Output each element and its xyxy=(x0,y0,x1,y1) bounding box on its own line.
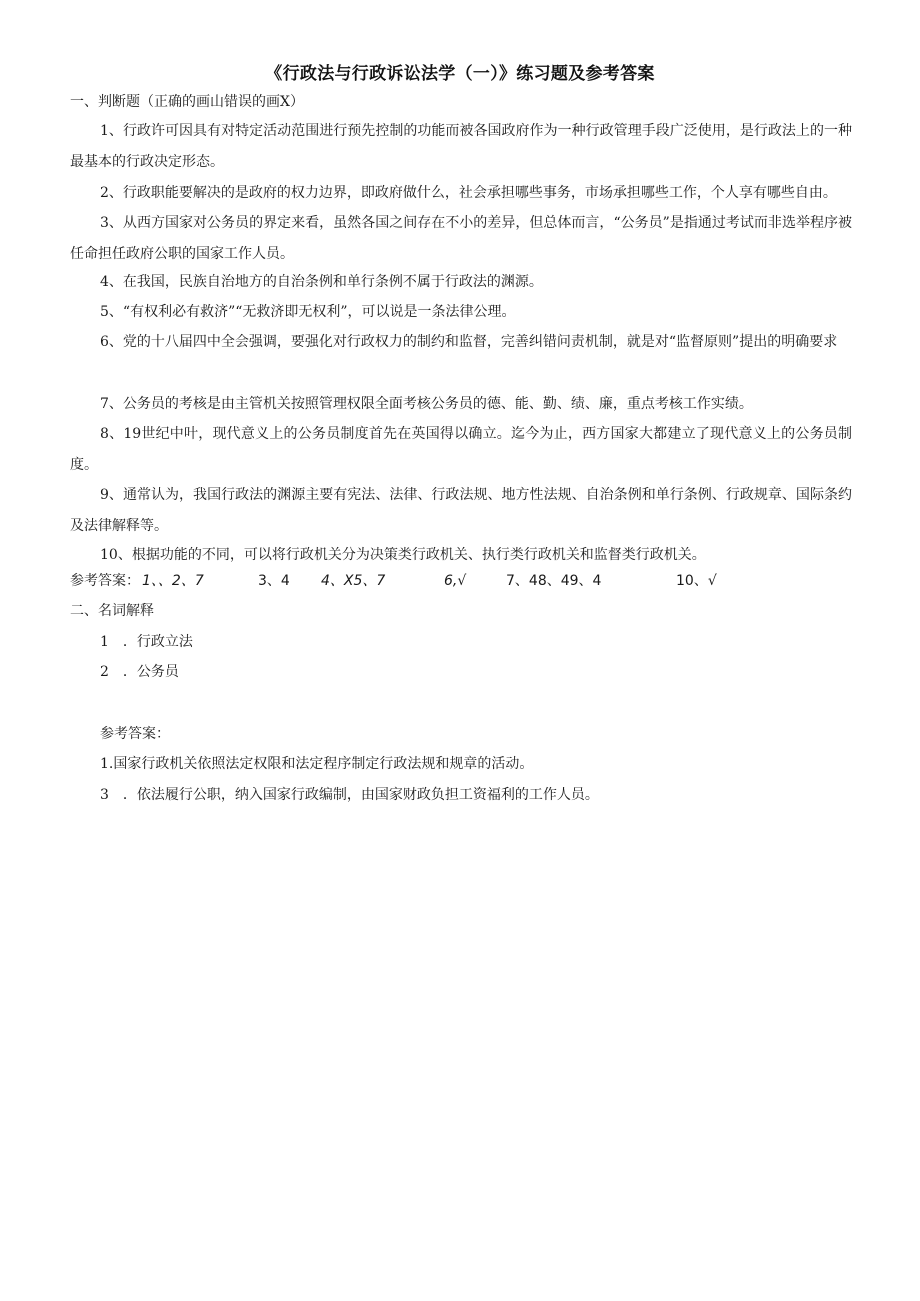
term-1: 1 ．行政立法 xyxy=(100,634,193,650)
answer-part: 10、√ xyxy=(676,573,717,589)
document-title: 《行政法与行政诉讼法学（一）》练习题及参考答案 xyxy=(265,64,655,84)
question-8: 8、19世纪中叶，现代意义上的公务员制度首先在英国得以确立。迄今为止，西方国家大都建立了现代意义上的公务员制度。 xyxy=(70,426,852,473)
term-2: 2 ．公务员 xyxy=(100,664,179,680)
answer-part: 7、48、49、4 xyxy=(506,573,602,589)
question-3: 3、从西方国家对公务员的界定来看，虽然各国之间存在不小的差异，但总体而言，“公务员”是指通过考试而非选举程序被任命担任政府公职的国家工作人员。 xyxy=(70,215,852,262)
term-answer-2: 3 ．依法履行公职，纳入国家行政编制，由国家财政负担工资福利的工作人员。 xyxy=(100,787,599,803)
answer-part: 1、、2、7 xyxy=(142,573,204,589)
section-heading-terms: 二、名词解释 xyxy=(70,603,154,619)
answer-part: 3、4 xyxy=(258,573,290,589)
question-2: 2、行政职能要解决的是政府的权力边界，即政府做什么，社会承担哪些事务，市场承担哪些工作，个人享有哪些自由。 xyxy=(100,185,837,201)
answer-part: 6,√ xyxy=(444,573,467,589)
question-10: 10、根据功能的不同，可以将行政机关分为决策类行政机关、执行类行政机关和监督类行政机关。 xyxy=(100,547,706,563)
question-1: 1、行政许可因具有对特定活动范围进行预先控制的功能而被各国政府作为一种行政管理手段广泛使用，是行政法上的一种最基本的行政决定形态。 xyxy=(70,123,852,170)
terms-answers-label: 参考答案： xyxy=(100,726,170,742)
question-7: 7、公务员的考核是由主管机关按照管理权限全面考核公务员的德、能、勤、绩、廉，重点考核工作实绩。 xyxy=(100,396,753,412)
question-5: 5、“有权利必有救济”“无救济即无权利”，可以说是一条法律公理。 xyxy=(100,304,516,320)
term-answer-1: 1.国家行政机关依照法定权限和法定程序制定行政法规和规章的活动。 xyxy=(100,756,534,772)
question-6: 6、党的十八届四中全会强调，要强化对行政权力的制约和监督，完善纠错问责机制，就是对“监督原则”提出的明确要求 xyxy=(100,334,838,350)
answers-label: 参考答案： xyxy=(70,573,140,589)
question-4: 4、在我国，民族自治地方的自治条例和单行条例不属于行政法的渊源。 xyxy=(100,274,543,290)
question-9: 9、通常认为，我国行政法的渊源主要有宪法、法律、行政法规、地方性法规、自治条例和单行条例、行政规章、国际条约及法律解释等。 xyxy=(70,487,852,534)
answer-part: 4、X5、7 xyxy=(321,573,386,589)
section-heading-true-false: 一、判断题（正确的画山错误的画X） xyxy=(70,94,304,110)
